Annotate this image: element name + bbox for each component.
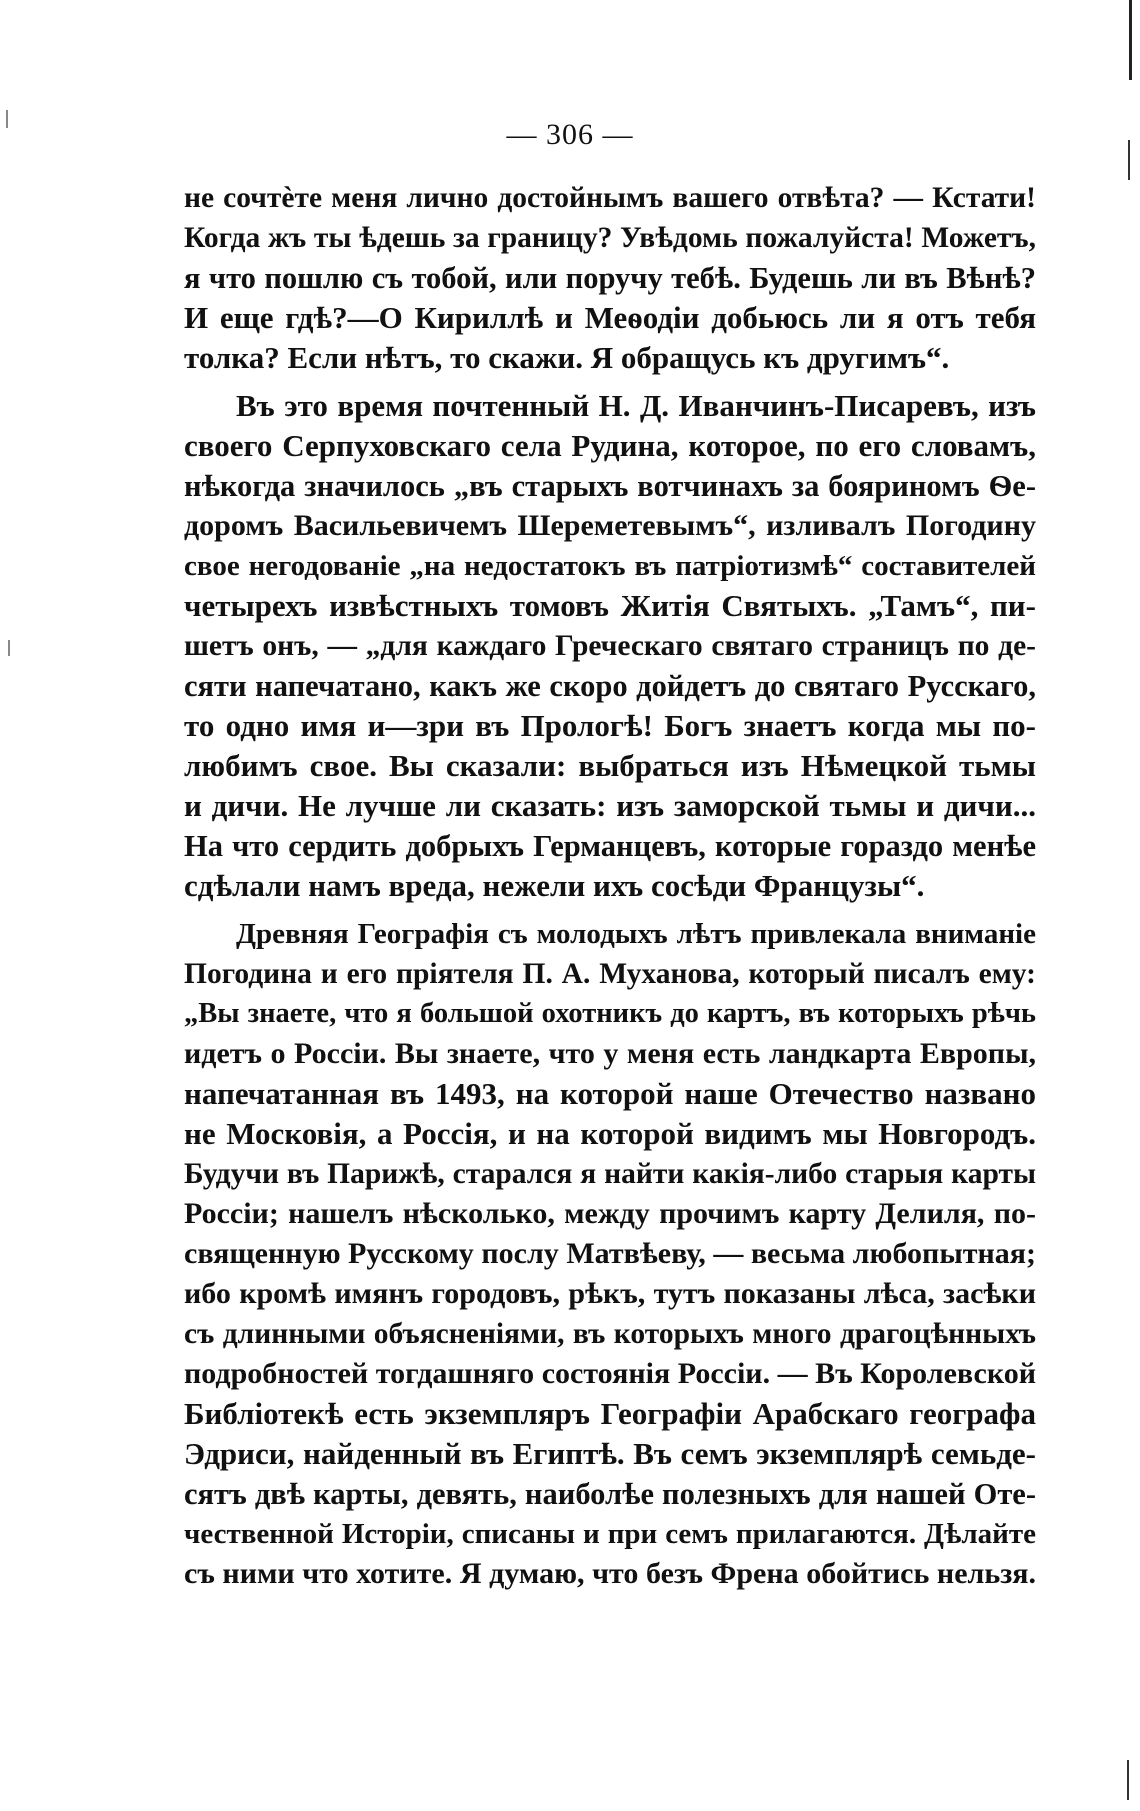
text-line: идетъ о Россіи. Вы знаете, что у меня есть ландкарта Европы, xyxy=(184,1037,1036,1070)
scan-edge-mark xyxy=(8,640,10,656)
text-line: не сочтѐте меня лично достойнымъ вашего отвѣта? — Кстати! xyxy=(184,182,1036,214)
scan-edge-mark xyxy=(1129,0,1132,80)
text-line: толка? Если нѣтъ, то скажи. Я обращусь къ другимъ“. xyxy=(184,340,950,375)
text-line: съ длинными объясненіями, въ которыхъ много драгоцѣнныхъ xyxy=(184,1318,1036,1350)
text-line: съ ними что хотите. Я думаю, что безъ Френа обойтись нельзя. xyxy=(184,1557,1036,1590)
text-line: напечатанная въ 1493, на которой наше Отечество названо xyxy=(184,1076,1036,1111)
text-line: не Московія, а Россія, и на которой видимъ мы Новгородъ. xyxy=(184,1116,1036,1151)
text-line: я что пошлю съ тобой, или поручу тебѣ. Будешь ли въ Вѣнѣ? xyxy=(184,261,1036,295)
text-line: Погодина и его пріятеля П. А. Муханова, который писалъ ему: xyxy=(184,958,1036,990)
body-text xyxy=(184,178,1036,1594)
text-line: сятъ двѣ карты, девять, наиболѣе полезныхъ для нашей Оте- xyxy=(184,1477,1036,1511)
text-line: и дичи. Не лучше ли сказать: изъ заморской тьмы и дичи... xyxy=(184,788,1036,823)
text-line: нѣкогда значилось „въ старыхъ вотчинахъ за бояриномъ Ѳе- xyxy=(184,469,1036,503)
text-line: И еще гдѣ?—О Кириллѣ и Меѳодіи добьюсь ли я отъ тебя xyxy=(184,300,1036,335)
text-line: Эдриси, найденный въ Египтѣ. Въ семъ экземплярѣ семьде- xyxy=(184,1436,1036,1471)
text-line: На что сердить добрыхъ Германцевъ, которые гораздо менѣе xyxy=(184,829,1036,863)
text-line: Будучи въ Парижѣ, старался я найти какія-либо старыя карты xyxy=(184,1158,1036,1190)
text-line: священную Русскому послу Матвѣеву, — весьма любопытная; xyxy=(184,1237,1036,1270)
text-line: Библіотекѣ есть экземпляръ Географіи Арабскаго географа xyxy=(184,1396,1036,1431)
text-line: то одно имя и—зри въ Прологѣ! Богъ знаетъ когда мы по- xyxy=(184,708,1036,743)
text-line: любимъ свое. Вы сказали: выбраться изъ Нѣмецкой тьмы xyxy=(184,748,1036,783)
page-number: — 306 — xyxy=(506,118,634,151)
text-line: подробностей тогдашняго состоянія Россіи. — Въ Королевской xyxy=(184,1357,1036,1390)
text-line: своего Серпуховскаго села Рудина, которое, по его словамъ, xyxy=(184,428,1036,463)
text-line: ибо кромѣ имянъ городовъ, рѣкъ, тутъ показаны лѣса, засѣки xyxy=(184,1277,1036,1310)
text-line: „Вы знаете, что я большой охотникъ до картъ, въ которыхъ рѣчь xyxy=(184,998,1036,1029)
text-line: шетъ онъ, — „для каждаго Греческаго святаго страницъ по де- xyxy=(184,630,1036,662)
text-line: доромъ Васильевичемъ Шереметевымъ“, изливалъ Погодину xyxy=(184,509,1036,542)
text-line: четырехъ извѣстныхъ томовъ Житія Святыхъ. „Тамъ“, пи- xyxy=(184,588,1036,623)
text-line: Когда жъ ты ѣдешь за границу? Увѣдомь пожалуйста! Можетъ, xyxy=(184,222,1036,254)
text-line: Россіи; нашелъ нѣсколько, между прочимъ карту Делиля, по- xyxy=(184,1197,1036,1230)
text-line: чественной Исторіи, списаны и при семъ прилагаются. Дѣлайте xyxy=(184,1518,1036,1550)
scan-edge-mark xyxy=(1127,1760,1129,1800)
text-line: Въ это время почтенный Н. Д. Иванчинъ-Писаревъ, изъ xyxy=(236,388,1036,423)
text-line: сдѣлали намъ вреда, нежели ихъ сосѣди Французы“. xyxy=(184,868,925,903)
text-line: сяти напечатано, какъ же скоро дойдетъ до святаго Русскаго, xyxy=(184,669,1036,703)
text-line: Древняя Географія съ молодыхъ лѣтъ привлекала вниманіе xyxy=(236,918,1036,950)
text-line: свое негодованіе „на недостатокъ въ патріотизмѣ“ составителей xyxy=(184,550,1036,582)
